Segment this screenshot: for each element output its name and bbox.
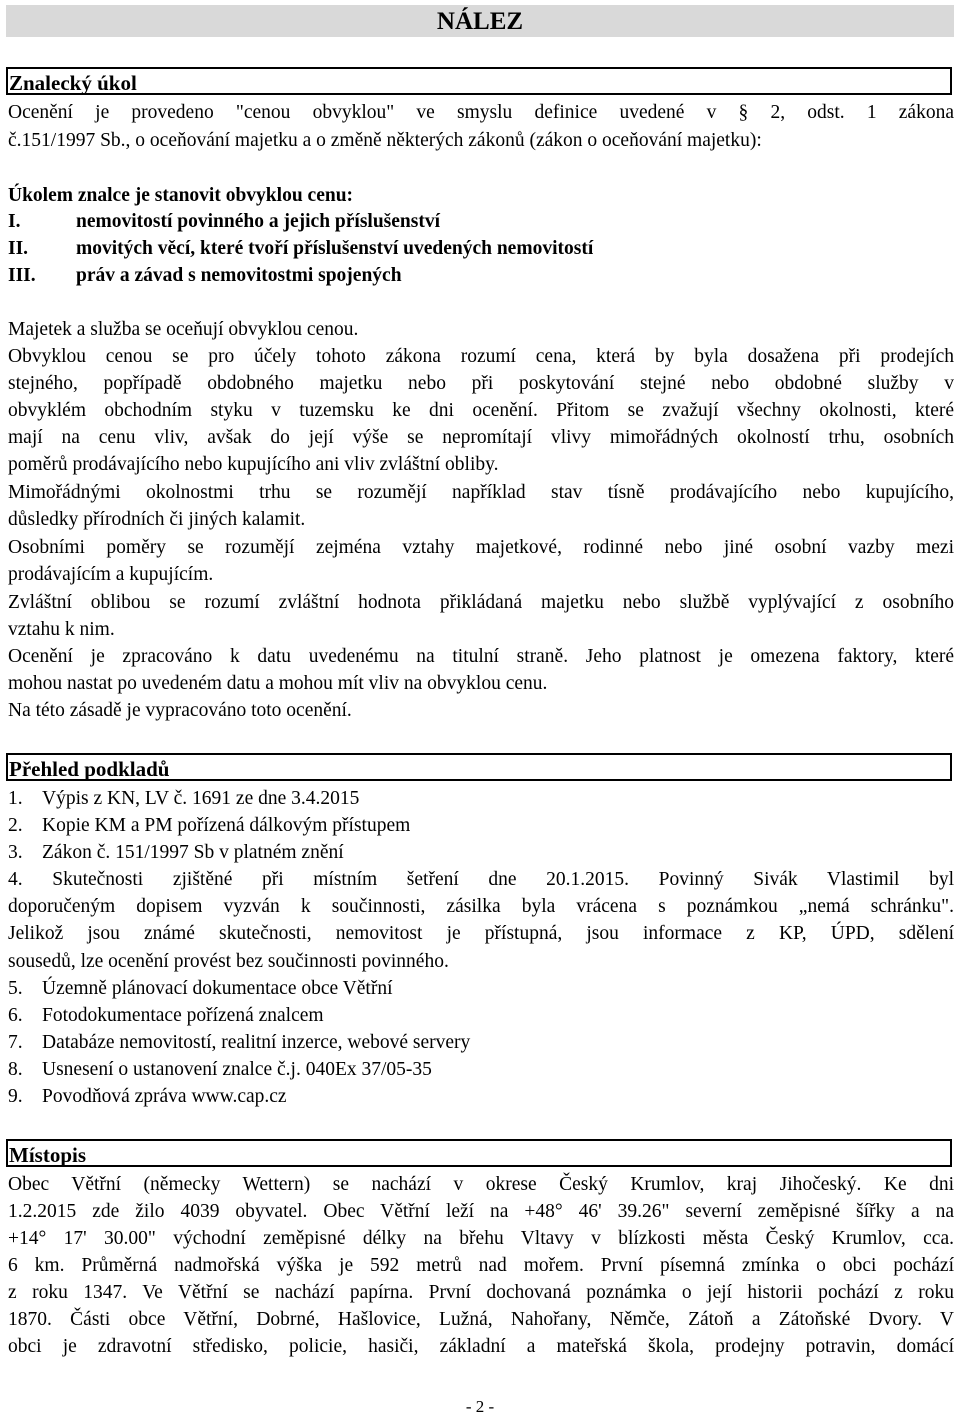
list-item-long: doporučeným dopisem vyzván k součinnosti, zásilka byla vrácena s poznámkou „nemá schránku". <box>8 896 954 917</box>
list-number: 3. <box>8 842 23 863</box>
task-text: movitých věcí, které tvoří příslušenství uvedených nemovitostí <box>76 238 594 259</box>
body-line: z roku 1347. Ve Větřní se nachází papírna. První dochovaná poznámka o její historii pochází z roku <box>8 1282 954 1303</box>
page-title: NÁLEZ <box>436 8 524 35</box>
list-number: 9. <box>8 1086 23 1107</box>
task-number: III. <box>8 265 36 286</box>
section-heading-box-ukol <box>6 67 952 95</box>
body-line: Obec Větřní (německy Wettern) se nachází v okrese Český Krumlov, kraj Jihočeský. Ke dni <box>8 1174 954 1195</box>
body-line: obci je zdravotní středisko, policie, hasiči, základní a mateřská škola, prodejny potravin, domácí <box>8 1336 954 1357</box>
task-item <box>8 264 954 288</box>
body-line: 6 km. Průměrná nadmořská výška je 592 metrů nad mořem. První písemná zmínka o obci pochází <box>8 1255 954 1276</box>
body-line: vztahu k nim. <box>8 619 115 640</box>
list-text: Povodňová zpráva www.cap.cz <box>42 1086 287 1107</box>
body-line: prodávajícím a kupujícím. <box>8 564 214 585</box>
task-item <box>8 237 954 261</box>
list-item <box>8 787 954 811</box>
body-line: stejného, popřípadě obdobného majetku nebo při poskytování stejné nebo obdobné služby v <box>8 373 954 394</box>
body-line: Osobními poměry se rozumějí zejména vztahy majetkové, rodinné nebo jiné osobní vazby mezi <box>8 537 954 558</box>
body-line: důsledky přírodních či jiných kalamit. <box>8 509 306 530</box>
body-line: 1870. Části obce Větřní, Dobrné, Hašlovice, Lužná, Nahořany, Němče, Zátoň a Zátoňské Dvory. V <box>8 1309 954 1330</box>
body-line: Zvláštní oblibou se rozumí zvláštní hodnota přikládaná majetku nebo službě vyplývající z osobního <box>8 592 954 613</box>
list-item <box>8 1085 954 1109</box>
list-number: 7. <box>8 1032 23 1053</box>
list-text: Fotodokumentace pořízená znalcem <box>42 1005 324 1026</box>
list-item-long: Jelikož jsou známé skutečnosti, nemovitost je přístupná, jsou informace z KP, ÚPD, sdělení <box>8 923 954 944</box>
section-heading-box-mistopis <box>6 1139 952 1167</box>
body-line: +14° 17' 30.00" východní zeměpisné délky na břehu Vltavy v blízkosti města Český Krumlov, cca. <box>8 1228 954 1249</box>
task-number: I. <box>8 211 21 232</box>
body-line: obvyklém obchodním styku v tuzemsku ke dni ocenění. Přitom se zvažují všechny okolnosti, které <box>8 400 954 421</box>
list-number: 8. <box>8 1059 23 1080</box>
body-line: Obvyklou cenou se pro účely tohoto zákona rozumí cena, která by byla dosažena při prodejích <box>8 346 954 367</box>
list-item-long: sousedů, lze ocenění provést bez součinnosti povinného. <box>8 951 449 972</box>
list-text: Výpis z KN, LV č. 1691 ze dne 3.4.2015 <box>42 788 360 809</box>
body-line: mohou nastat po uvedeném datu a mohou mít vliv na obvyklou cenu. <box>8 673 548 694</box>
list-number: 2. <box>8 815 23 836</box>
list-item <box>8 977 954 1001</box>
body-line: Mimořádnými okolnostmi trhu se rozumějí například stav tísně prodávajícího nebo kupujícího, <box>8 482 954 503</box>
intro-line: č.151/1997 Sb., o oceňování majetku a o změně některých zákonů (zákon o oceňování majetku): <box>8 130 762 151</box>
list-item <box>8 1004 954 1028</box>
list-text: Usnesení o ustanovení znalce č.j. 040Ex 37/05-35 <box>42 1059 432 1080</box>
list-text: Databáze nemovitostí, realitní inzerce, webové servery <box>42 1032 471 1053</box>
page-number: - 2 - <box>465 1397 495 1416</box>
body-line: 1.2.2015 zde žilo 4039 obyvatel. Obec Větřní leží na +48° 46' 39.26" severní zeměpisné šířky a na <box>8 1201 954 1222</box>
task-text: práv a závad s nemovitostmi spojených <box>76 265 402 286</box>
intro-line: Ocenění je provedeno "cenou obvyklou" ve smyslu definice uvedené v § 2, odst. 1 zákona <box>8 102 954 123</box>
list-item-long: 4. Skutečnosti zjištěné při místním šetření dne 20.1.2015. Povinný Sivák Vlastimil byl <box>8 869 954 890</box>
list-item <box>8 1058 954 1082</box>
body-line: mají na cenu vliv, avšak do její výše se nepromítají vlivy mimořádných okolností trhu, osobních <box>8 427 954 448</box>
list-number: 5. <box>8 978 23 999</box>
task-item <box>8 210 954 234</box>
body-line: poměrů prodávajícího nebo kupujícího ani vliv zvláštní obliby. <box>8 454 499 475</box>
list-item <box>8 841 954 865</box>
list-item <box>8 1031 954 1055</box>
section-heading-podklady: Přehled podkladů <box>9 757 170 781</box>
list-text: Územně plánovací dokumentace obce Větřní <box>42 978 393 999</box>
section-heading-ukol: Znalecký úkol <box>9 71 137 95</box>
body-line: Majetek a služba se oceňují obvyklou cenou. <box>8 319 359 340</box>
section-heading-mistopis: Místopis <box>9 1143 87 1167</box>
body-line: Na této zásadě je vypracováno toto ocenění. <box>8 700 352 721</box>
body-line: Ocenění je zpracováno k datu uvedenému na titulní straně. Jeho platnost je omezena faktory, které <box>8 646 954 667</box>
task-text: nemovitostí povinného a jejich příslušenství <box>76 211 441 232</box>
list-text: Zákon č. 151/1997 Sb v platném znění <box>42 842 344 863</box>
list-text: Kopie KM a PM pořízená dálkovým přístupem <box>42 815 411 836</box>
list-number: 6. <box>8 1005 23 1026</box>
task-heading: Úkolem znalce je stanovit obvyklou cenu: <box>8 185 354 206</box>
task-number: II. <box>8 238 29 259</box>
list-item <box>8 814 954 838</box>
list-number: 1. <box>8 788 23 809</box>
